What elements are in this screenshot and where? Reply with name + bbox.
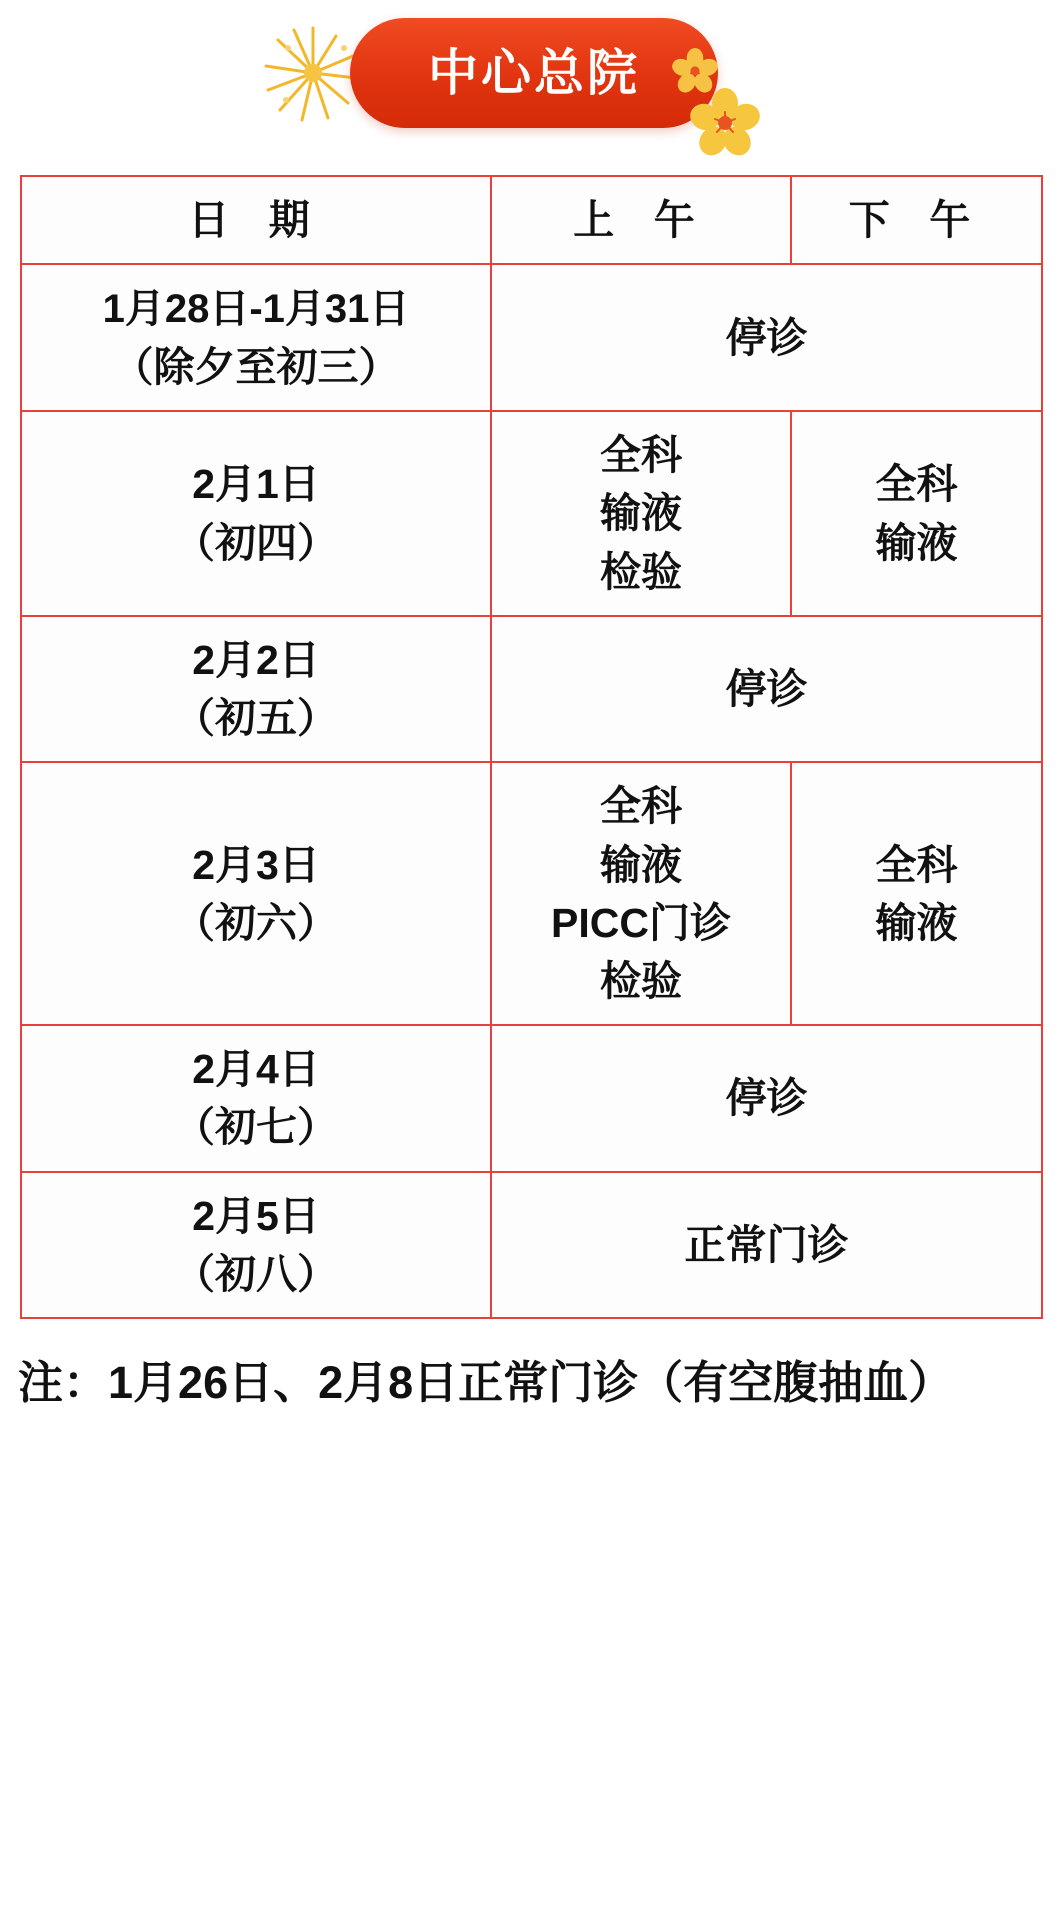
row-date	[21, 1172, 491, 1318]
row-date-main: 1月28日-1月31日	[102, 287, 410, 332]
row-date	[21, 762, 491, 1025]
schedule-table	[20, 175, 1043, 1319]
row-date-sub: （初八）	[174, 1250, 338, 1297]
row-date-main: 2月1日	[192, 461, 320, 508]
table-row	[21, 264, 1042, 411]
service-item: 全科	[600, 432, 682, 479]
row-date-sub: （初五）	[174, 695, 338, 742]
hospital-name-banner	[350, 18, 718, 128]
table-row	[21, 1025, 1042, 1171]
header-banner-area	[0, 0, 1061, 175]
row-date-main: 2月2日	[192, 636, 320, 683]
service-item: 输液	[600, 841, 682, 888]
table-row	[21, 411, 1042, 616]
row-date-main: 2月5日	[192, 1192, 320, 1239]
hospital-name: 中心总院	[428, 45, 640, 101]
table-row	[21, 1172, 1042, 1318]
service-item: 输液	[875, 899, 958, 946]
header-date: 日 期	[21, 176, 491, 264]
row-afternoon-services	[791, 411, 1042, 616]
service-item: 全科	[875, 461, 958, 508]
footer-note	[18, 1349, 1043, 1417]
note-text: 1月26日、2月8日正常门诊（有空腹抽血）	[108, 1357, 954, 1409]
row-morning-services	[491, 762, 791, 1025]
row-date	[21, 264, 491, 411]
table-header-row	[21, 176, 1042, 264]
table-row	[21, 616, 1042, 762]
row-date-sub: （初四）	[174, 519, 338, 566]
row-date-sub: （初七）	[174, 1104, 338, 1151]
note-label: 注：	[18, 1357, 109, 1409]
header-afternoon: 下 午	[791, 176, 1042, 264]
row-status-all-day: 停诊	[491, 616, 1042, 762]
row-date	[21, 411, 491, 616]
row-date-sub: （除夕至初三）	[112, 344, 400, 391]
service-item: 全科	[600, 783, 682, 830]
table-row	[21, 762, 1042, 1025]
header-morning: 上 午	[491, 176, 791, 264]
row-date	[21, 616, 491, 762]
service-item: PICC门诊	[551, 899, 731, 946]
service-item: 输液	[600, 490, 682, 537]
row-date-main: 2月4日	[192, 1046, 320, 1093]
row-status-all-day: 正常门诊	[491, 1172, 1042, 1318]
row-status-all-day: 停诊	[491, 264, 1042, 411]
service-item: 全科	[875, 841, 958, 888]
row-date	[21, 1025, 491, 1171]
row-status-all-day: 停诊	[491, 1025, 1042, 1171]
schedule-table-wrap	[20, 175, 1041, 1319]
row-morning-services	[491, 411, 791, 616]
row-date-sub: （初六）	[174, 899, 338, 946]
row-date-main: 2月3日	[192, 841, 320, 888]
service-item: 检验	[600, 548, 682, 595]
service-item: 输液	[875, 519, 958, 566]
row-afternoon-services	[791, 762, 1042, 1025]
service-item: 检验	[600, 957, 682, 1004]
